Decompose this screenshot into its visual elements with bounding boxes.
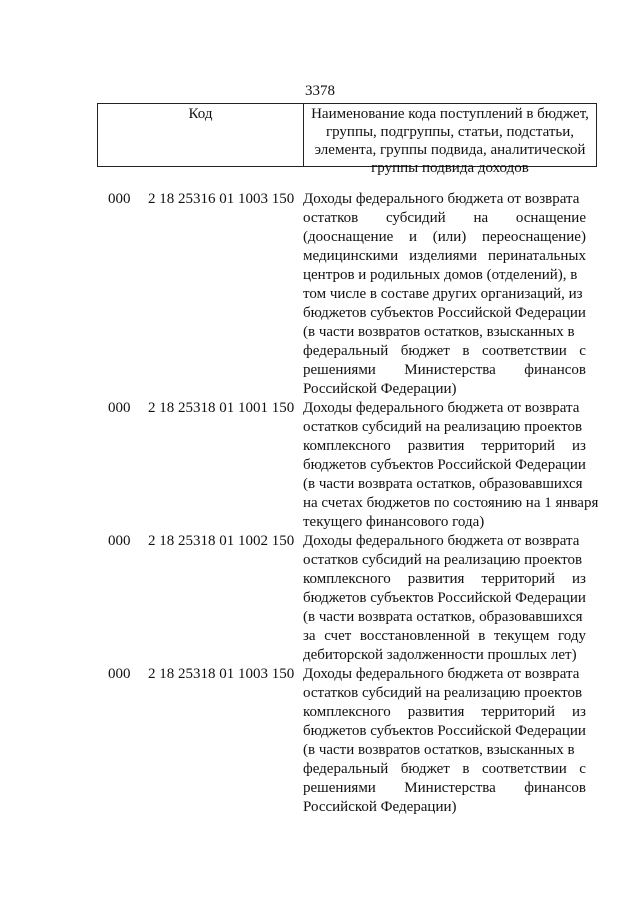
entry-description-line <box>303 342 586 361</box>
word: федеральный <box>303 343 389 359</box>
word: с <box>579 343 586 359</box>
entry-description <box>303 190 586 399</box>
word: медицинскими <box>303 248 399 264</box>
header-name-line: группы подвида доходов <box>371 160 529 176</box>
entry-description-line <box>303 627 586 646</box>
word: комплексного <box>303 704 391 720</box>
entry-description-line: том числе в составе других организаций, из <box>303 286 583 302</box>
entry-description-line: бюджетов субъектов Российской Федерации <box>303 305 586 321</box>
word: изделиями <box>409 248 478 264</box>
word: соответствии <box>482 343 567 359</box>
entry-budget-code: 2 18 25318 01 1001 150 <box>148 400 295 416</box>
entry-budget-code: 2 18 25318 01 1002 150 <box>148 533 295 549</box>
entry-description-line: (в части возвратов остатков, взысканных в <box>303 324 575 340</box>
word: комплексного <box>303 571 391 587</box>
word: (или) <box>432 229 467 245</box>
entry-description-line: бюджетов субъектов Российской Федерации <box>303 457 586 473</box>
entry-description-line: остатков субсидий на реализацию проектов <box>303 685 583 701</box>
entry-description-line <box>303 247 586 266</box>
entry-description <box>303 399 599 532</box>
entry-description <box>303 532 586 665</box>
word: в <box>478 628 486 644</box>
entry-description-line: Доходы федерального бюджета от возврата <box>303 191 580 207</box>
word: году <box>557 628 586 644</box>
word: территорий <box>481 438 556 454</box>
word: перинатальных <box>488 248 586 264</box>
header-name-line: Наименование кода поступлений в бюджет, <box>311 106 589 122</box>
word: бюджет <box>400 761 450 777</box>
page-number: 3378 <box>305 83 335 99</box>
word: развития <box>407 571 465 587</box>
entry-admin-code: 000 <box>108 400 131 416</box>
entry-description-line: остатков субсидий на реализацию проектов <box>303 419 583 435</box>
entry-admin-code: 000 <box>108 191 131 207</box>
entry-description-line: Доходы федерального бюджета от возврата <box>303 533 580 549</box>
word: переоснащение) <box>481 229 586 245</box>
word: соответствии <box>482 761 567 777</box>
entries-list <box>108 190 599 817</box>
entry-description-line: текущего финансового года) <box>303 514 485 530</box>
word: счет <box>324 628 352 644</box>
entry-row <box>108 190 588 399</box>
word: развития <box>407 704 465 720</box>
entry-description-line <box>303 760 586 779</box>
entry-description-line: Российской Федерации) <box>303 799 457 815</box>
entry-description-line <box>303 779 586 798</box>
table-header <box>97 103 597 176</box>
word: субсидий <box>385 210 446 226</box>
entry-budget-code: 2 18 25316 01 1003 150 <box>148 191 295 207</box>
word: текущем <box>493 628 550 644</box>
word: Министерства <box>404 362 496 378</box>
word: остатков <box>303 210 359 226</box>
word: бюджет <box>400 343 450 359</box>
entry-description-line: бюджетов субъектов Российской Федерации <box>303 590 586 606</box>
header-name-column <box>304 104 596 176</box>
entry-description-line <box>303 209 586 228</box>
entry-description-line: Доходы федерального бюджета от возврата <box>303 666 580 682</box>
entry-description-line: дебиторской задолженности прошлых лет) <box>303 647 577 663</box>
word: (дооснащение <box>303 229 394 245</box>
entry-description-line: Доходы федерального бюджета от возврата <box>303 400 580 416</box>
word: Министерства <box>404 780 496 796</box>
entry-description-line <box>303 570 586 589</box>
entry-admin-code: 000 <box>108 666 131 682</box>
word: из <box>572 571 586 587</box>
word: финансов <box>524 780 586 796</box>
word: из <box>572 704 586 720</box>
entry-row <box>108 399 599 532</box>
entry-row <box>108 532 588 665</box>
word: с <box>579 761 586 777</box>
word: территорий <box>481 571 556 587</box>
word: за <box>303 628 316 644</box>
word: территорий <box>481 704 556 720</box>
entry-budget-code: 2 18 25318 01 1003 150 <box>148 666 295 682</box>
entry-description-line: бюджетов субъектов Российской Федерации <box>303 723 586 739</box>
header-code-column: Код <box>98 104 304 166</box>
word: оснащение <box>515 210 586 226</box>
header-name-line: элемента, группы подвида, аналитической <box>314 142 586 158</box>
entry-description-line <box>303 361 586 380</box>
entry-description-line <box>303 437 586 456</box>
entry-description <box>303 665 586 817</box>
entry-description-line: (в части возвратов остатков, взысканных в <box>303 742 575 758</box>
header-name-line: группы, подгруппы, статьи, подстатьи, <box>325 124 575 140</box>
entry-description-line: Российской Федерации) <box>303 381 457 397</box>
word: на <box>473 210 489 226</box>
word: в <box>462 761 470 777</box>
word: развития <box>407 438 465 454</box>
word: решениями <box>303 780 376 796</box>
word: решениями <box>303 362 376 378</box>
entry-row <box>108 665 588 817</box>
word: комплексного <box>303 438 391 454</box>
word: и <box>408 229 418 245</box>
entry-description-line: (в части возврата остатков, образовавшихся <box>303 609 583 625</box>
entry-description-line: центров и родильных домов (отделений), в <box>303 267 578 283</box>
entry-description-line <box>303 703 586 722</box>
entry-description-line: (в части возврата остатков, образовавшихся <box>303 476 583 492</box>
word: из <box>572 438 586 454</box>
entry-description-line: остатков субсидий на реализацию проектов <box>303 552 583 568</box>
entry-description-line: на счетах бюджетов по состоянию на 1 января <box>303 495 599 511</box>
word: федеральный <box>303 761 389 777</box>
word: финансов <box>524 362 586 378</box>
entry-admin-code: 000 <box>108 533 131 549</box>
word: в <box>462 343 470 359</box>
word: восстановленной <box>359 628 470 644</box>
entry-description-line <box>303 228 586 247</box>
